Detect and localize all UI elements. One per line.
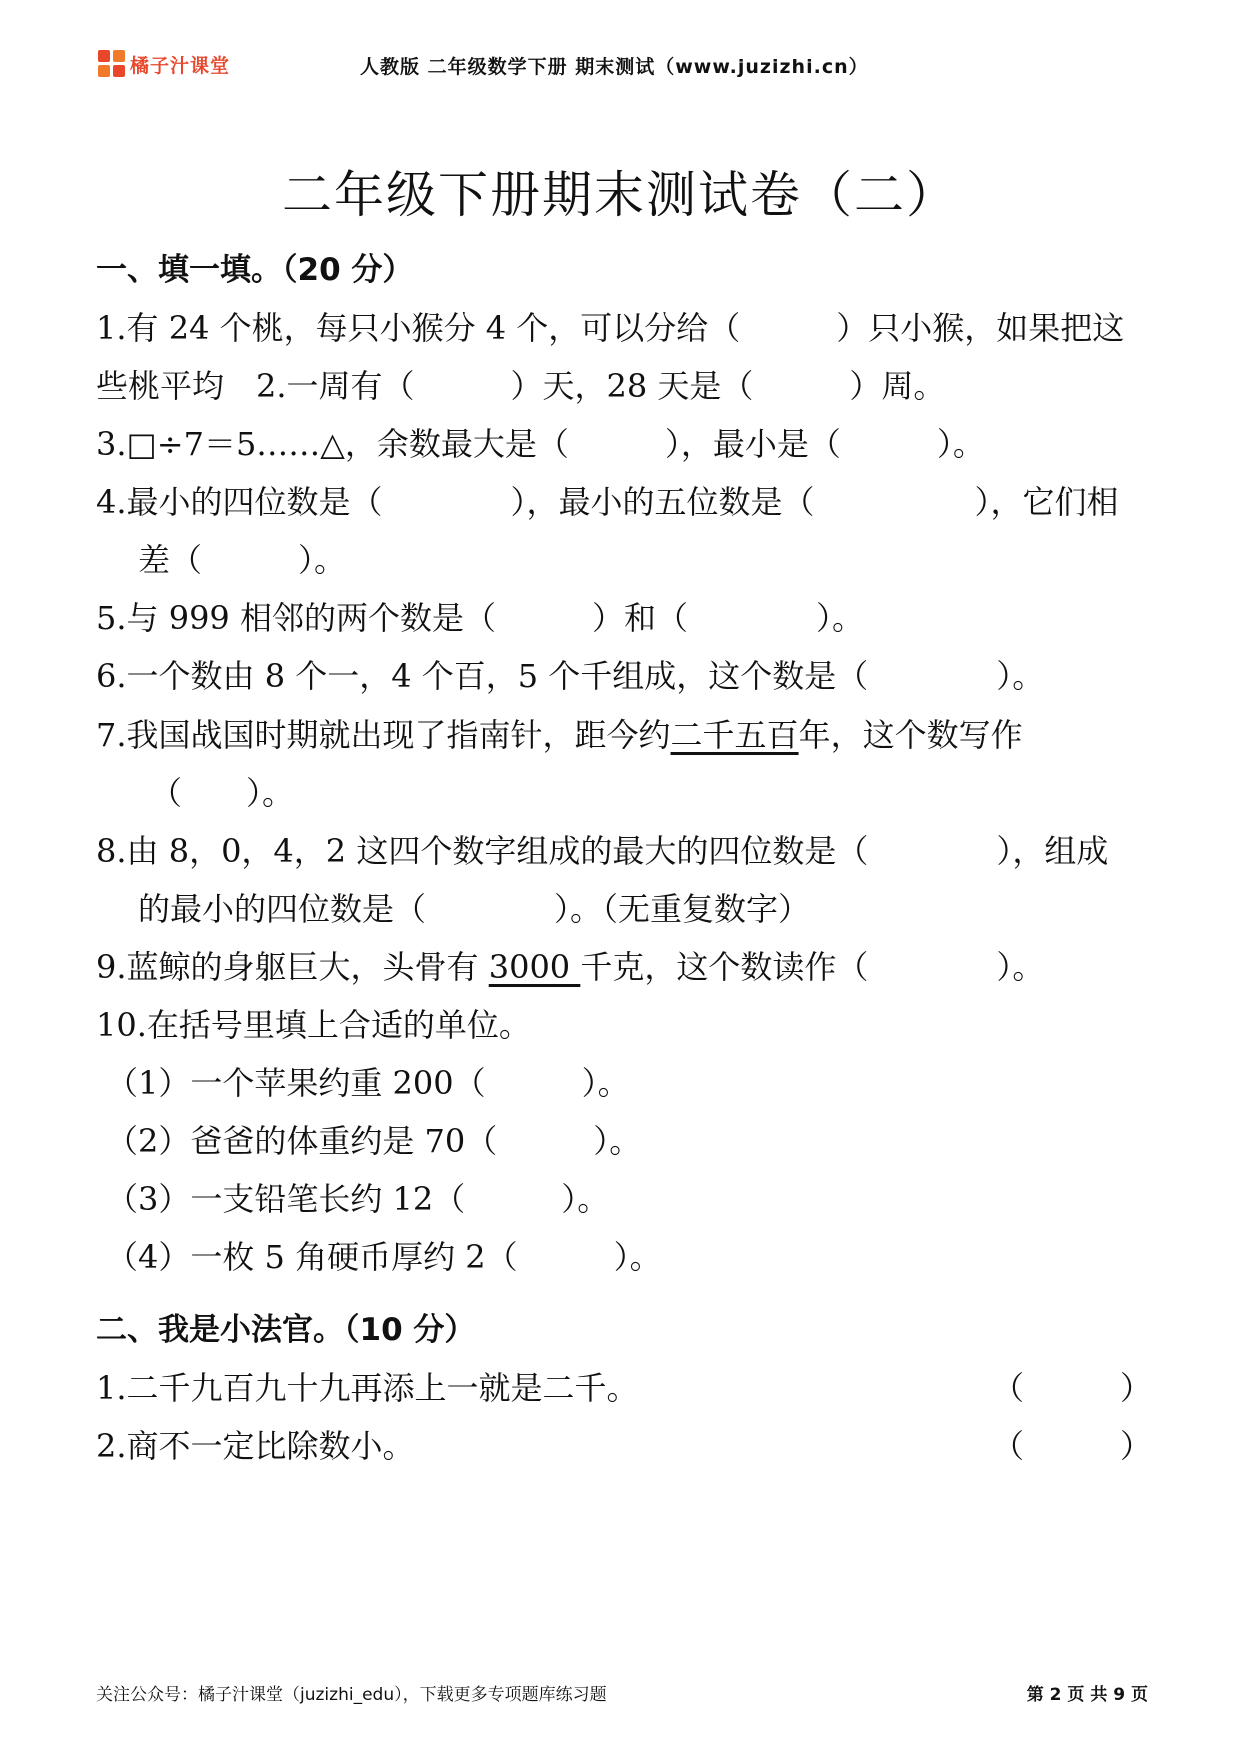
header-title: 人教版 二年级数学下册 期末测试（www.juzizhi.cn）: [360, 56, 869, 78]
question-1: 1.有 24 个桃，每只小猴分 4 个，可以分给（ ）只小猴，如果把这: [96, 309, 1125, 347]
brand-logo: [98, 50, 230, 78]
question-10: 10.在括号里填上合适的单位。: [96, 1006, 531, 1044]
question-4-cont: 差（ ）。: [138, 541, 347, 579]
question-8: 8.由 8，0，4，2 这四个数字组成的最大的四位数是（ ），组成: [96, 832, 1109, 870]
question-10-3: （3）一支铅笔长约 12（ ）。: [106, 1180, 610, 1218]
q7-text-b: 年，这个数写作: [798, 716, 1023, 754]
judge-question-1: 1.二千九百九十九再添上一就是二千。: [96, 1369, 639, 1407]
judge-question-2: 2.商不一定比除数小。: [96, 1427, 415, 1465]
q9-text-b: 千克，这个数读作（ ）。: [580, 948, 1045, 986]
brand-name: 橘子汁课堂: [130, 54, 231, 77]
judge-answer-1: （ ）: [992, 1369, 1153, 1407]
section2-heading: 二、我是小法官。（10 分）: [96, 1312, 476, 1348]
question-10-1: （1）一个苹果约重 200（ ）。: [106, 1064, 630, 1102]
section1-heading: 一、填一填。（20 分）: [96, 252, 414, 288]
footer-note: 关注公众号：橘子汁课堂（juzizhi_edu），下载更多专项题库练习题: [96, 1685, 607, 1705]
page-title: 二年级下册期末测试卷（二）: [282, 166, 958, 224]
q7-underlined: 二千五百: [670, 716, 799, 754]
question-10-4: （4）一枚 5 角硬币厚约 2（ ）。: [106, 1238, 662, 1276]
logo-icon: [98, 50, 126, 78]
question-5: 5.与 999 相邻的两个数是（ ）和（ ）。: [96, 599, 864, 637]
question-3: 3.□÷7＝5……△，余数最大是（ ），最小是（ ）。: [96, 425, 985, 463]
question-1-cont: 些桃平均 2.一周有（ ）天，28 天是（ ）周。: [96, 367, 946, 405]
q9-underlined: 3000: [488, 948, 581, 986]
question-6: 6.一个数由 8 个一，4 个百，5 个千组成，这个数是（ ）。: [96, 657, 1045, 695]
question-8-cont: 的最小的四位数是（ ）。（无重复数字）: [138, 890, 811, 928]
question-4: 4.最小的四位数是（ ），最小的五位数是（ ），它们相: [96, 483, 1119, 521]
q9-text-a: 9.蓝鲸的身躯巨大，头骨有: [96, 948, 489, 986]
page-number: 第 2 页 共 9 页: [1026, 1685, 1148, 1705]
page-header: [98, 48, 1148, 88]
judge-answer-2: （ ）: [992, 1427, 1153, 1465]
q7-text-a: 7.我国战国时期就出现了指南针，距今约: [96, 716, 671, 754]
question-10-2: （2）爸爸的体重约是 70（ ）。: [106, 1122, 642, 1160]
question-7: [96, 715, 1023, 755]
question-9: [96, 947, 1044, 987]
question-7-answer: （ ）。: [150, 774, 295, 812]
